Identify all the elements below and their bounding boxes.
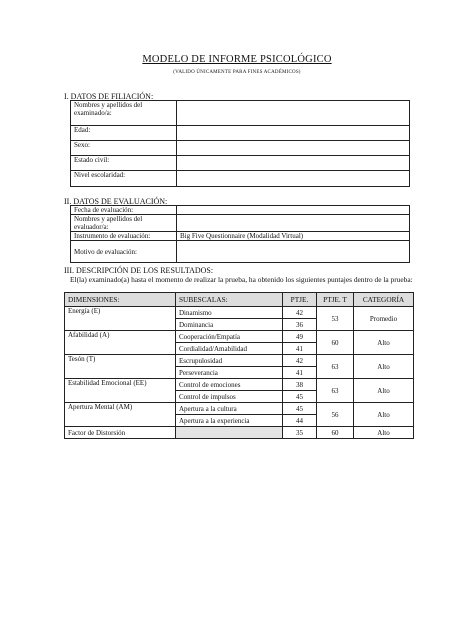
field-label: Sexo: xyxy=(71,141,177,156)
subscale-name: Cordialidad/Amabilidad xyxy=(176,343,283,355)
field-value[interactable] xyxy=(177,215,410,232)
header-category: CATEGORÍA xyxy=(354,293,414,307)
subscale-empty xyxy=(176,427,283,439)
table-row xyxy=(71,215,410,232)
results-table xyxy=(64,292,414,439)
t-score: 63 xyxy=(317,379,354,403)
table-row xyxy=(71,101,410,126)
field-label: Nivel escolaridad: xyxy=(71,171,177,187)
filiation-table xyxy=(70,100,410,187)
subscale-name: Escrupulosidad xyxy=(176,355,283,367)
subscale-name: Apertura a la experiencia xyxy=(176,415,283,427)
field-label: Motivo de evaluación: xyxy=(71,241,177,263)
field-value[interactable] xyxy=(177,171,410,187)
dimension-name: Estabilidad Emocional (EE) xyxy=(65,379,176,403)
table-row xyxy=(71,141,410,156)
field-value[interactable] xyxy=(177,156,410,171)
subscale-name: Apertura a la cultura xyxy=(176,403,283,415)
subscale-name: Control de impulsos xyxy=(176,391,283,403)
subscale-name: Control de emociones xyxy=(176,379,283,391)
category: Alto xyxy=(354,331,414,355)
table-row xyxy=(65,331,414,343)
subscale-score: 44 xyxy=(283,415,317,427)
field-label: Edad: xyxy=(71,126,177,141)
document-subtitle: (VALIDO ÚNICAMENTE PARA FINES ACADÉMICOS) xyxy=(173,70,301,75)
subscale-score: 42 xyxy=(283,307,317,319)
table-row xyxy=(65,379,414,391)
subscale-score: 35 xyxy=(283,427,317,439)
subscale-name: Perseverancia xyxy=(176,367,283,379)
subscale-score: 36 xyxy=(283,319,317,331)
table-row xyxy=(65,355,414,367)
table-row xyxy=(71,171,410,187)
field-label: Instrumento de evaluación: xyxy=(71,232,177,241)
dimension-name: Afabilidad (A) xyxy=(65,331,176,355)
dimension-name: Tesón (T) xyxy=(65,355,176,379)
subscale-score: 41 xyxy=(283,367,317,379)
field-value[interactable] xyxy=(177,206,410,215)
dimension-name: Energía (E) xyxy=(65,307,176,331)
field-label: Estado civil: xyxy=(71,156,177,171)
dimension-name: Apertura Mental (AM) xyxy=(65,403,176,427)
results-note: El(la) examinado(a) hasta el momento de realizar la prueba, ha obtenido los siguientes puntajes dentro de la prueba: xyxy=(70,275,413,284)
subscale-name: Dinamismo xyxy=(176,307,283,319)
subscale-score: 49 xyxy=(283,331,317,343)
t-score: 63 xyxy=(317,355,354,379)
header-t-score: PTJE. T xyxy=(317,293,354,307)
field-value[interactable] xyxy=(177,141,410,156)
table-row xyxy=(71,156,410,171)
document-title: MODELO DE INFORME PSICOLÓGICO xyxy=(142,54,332,65)
category: Alto xyxy=(354,403,414,427)
subscale-score: 45 xyxy=(283,391,317,403)
subscale-score: 41 xyxy=(283,343,317,355)
field-label: Nombres y apellidos del examinado/a: xyxy=(71,101,177,126)
category: Alto xyxy=(354,427,414,439)
field-value[interactable]: Big Five Questionnaire (Modalidad Virtual) xyxy=(177,232,410,241)
table-row xyxy=(71,126,410,141)
header-dimensions: DIMENSIONES: xyxy=(65,293,176,307)
field-value[interactable] xyxy=(177,126,410,141)
field-label: Fecha de evaluación: xyxy=(71,206,177,215)
table-row xyxy=(65,427,414,439)
category: Promedio xyxy=(354,307,414,331)
category: Alto xyxy=(354,379,414,403)
category: Alto xyxy=(354,355,414,379)
header-score: PTJE. xyxy=(283,293,317,307)
subscale-score: 42 xyxy=(283,355,317,367)
subscale-name: Cooperación/Empatía xyxy=(176,331,283,343)
field-value[interactable] xyxy=(177,241,410,263)
subscale-name: Dominancia xyxy=(176,319,283,331)
header-subscales: SUBESCALAS: xyxy=(176,293,283,307)
table-row xyxy=(65,307,414,319)
subscale-score: 45 xyxy=(283,403,317,415)
field-label: Nombres y apellidos del evaluador/a: xyxy=(71,215,177,232)
table-header-row xyxy=(65,293,414,307)
evaluation-table xyxy=(70,205,410,263)
subscale-score: 38 xyxy=(283,379,317,391)
t-score: 60 xyxy=(317,427,354,439)
table-row xyxy=(71,206,410,215)
section-1-heading: I. DATOS DE FILIACIÓN: xyxy=(64,92,154,101)
table-row xyxy=(71,232,410,241)
table-row xyxy=(65,403,414,415)
t-score: 53 xyxy=(317,307,354,331)
section-2-heading: II. DATOS DE EVALUACIÓN: xyxy=(64,197,168,206)
section-3-heading: III. DESCRIPCIÓN DE LOS RESULTADOS: xyxy=(64,266,214,275)
table-row xyxy=(71,241,410,263)
t-score: 60 xyxy=(317,331,354,355)
t-score: 56 xyxy=(317,403,354,427)
dimension-name: Factor de Distorsión xyxy=(65,427,176,439)
field-value[interactable] xyxy=(177,101,410,126)
